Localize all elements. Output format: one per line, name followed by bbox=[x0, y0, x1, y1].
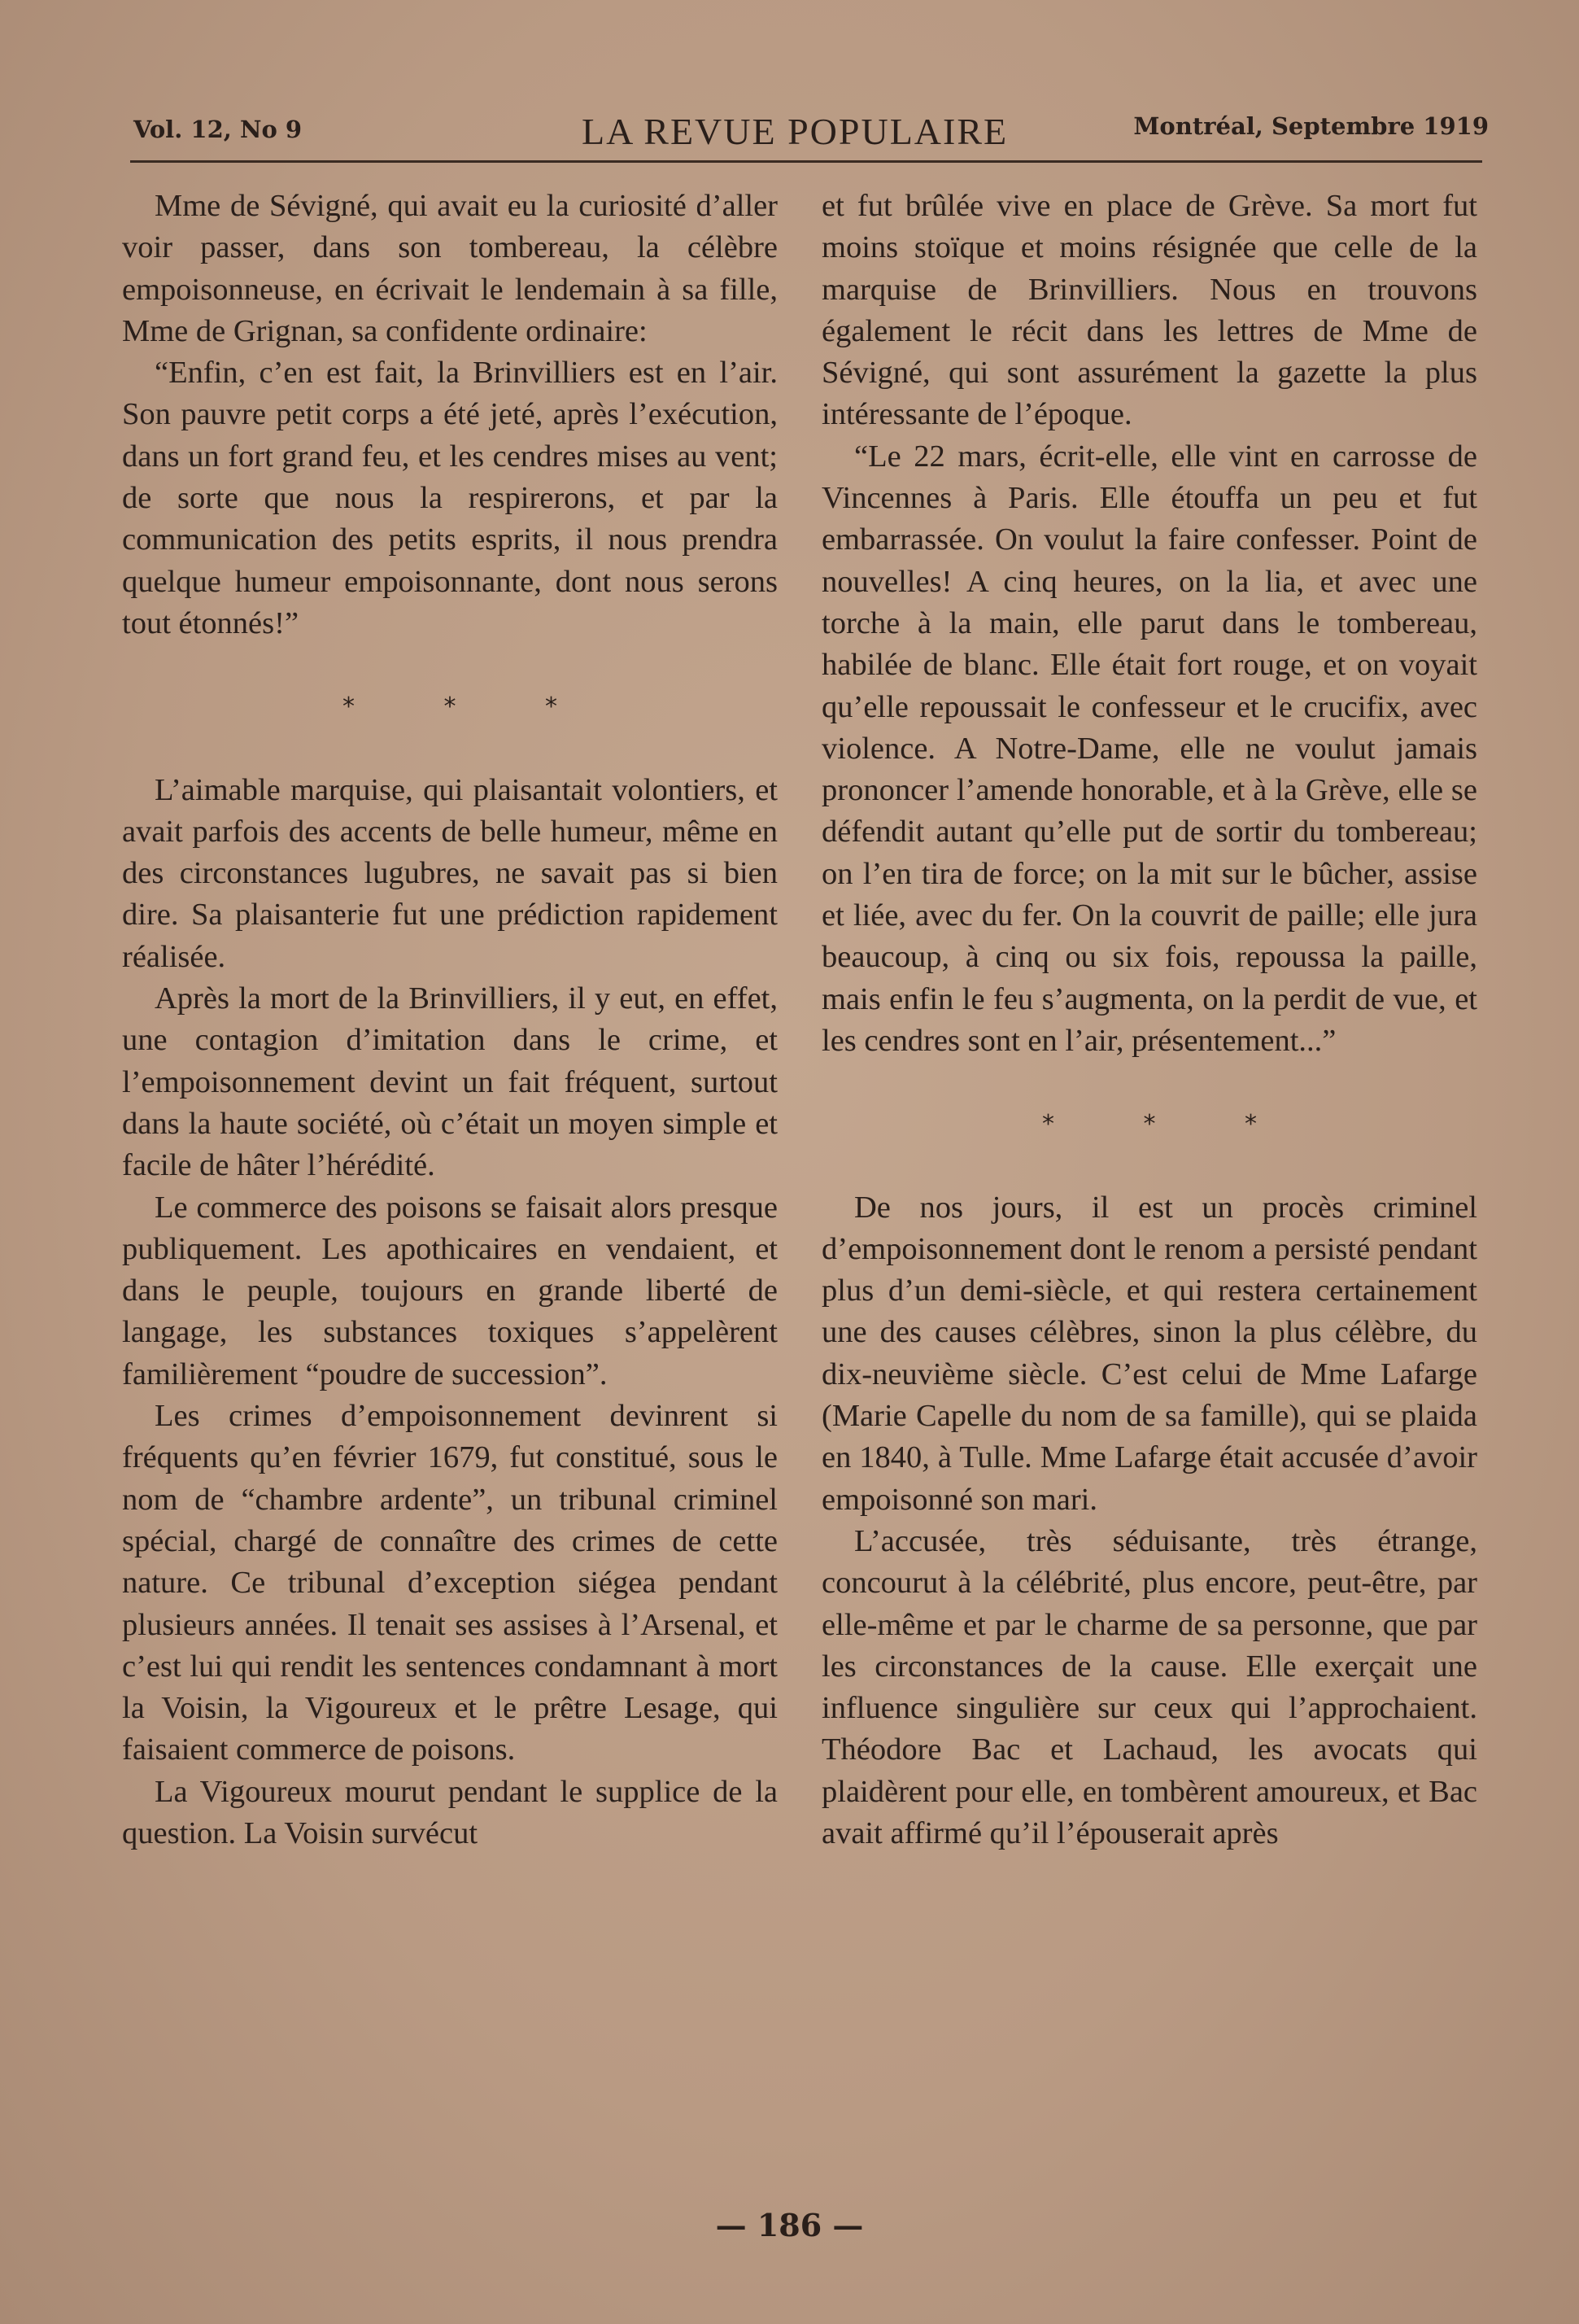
paragraph: L’accusée, très séduisante, très étrange, concourut à la célébrité, plus encore, peut-être, par elle-même et par le charme de sa personne, que par les circonstances de la cause. Elle exerçait une influence singulière sur ceux qui l’approchaient. Théodore Bac et Lachaud, les avocats qui plaidèrent pour elle, en tombèrent amoureux, et Bac avait affirmé qu’il l’épouserait après bbox=[822, 1523, 1477, 1850]
paragraph: et fut brûlée vive en place de Grève. Sa mort fut moins stoïque et moins résignée que celle de la marquise de Brinvilliers. Nous en trouvons également le récit dans les lettres de Mme de Sévigné, qui sont assurément la gazette la plus intéressante de l’époque. bbox=[822, 189, 1477, 432]
header-rule bbox=[130, 160, 1482, 163]
issue-date: Montréal, Septembre 1919 bbox=[1133, 112, 1489, 140]
publication-title: LA REVUE POPULAIRE bbox=[582, 111, 1009, 152]
paragraph: Mme de Sévigné, qui avait eu la curiosité d’aller voir passer, dans son tombereau, la célèbre empoisonneuse, en écrivait le lendemain à sa fille, Mme de Grignan, sa confidente ordinaire: bbox=[122, 189, 778, 348]
volume-number: Vol. 12, No 9 bbox=[133, 116, 303, 143]
page-number: — 186 — bbox=[715, 2207, 864, 2243]
section-separator: * * * bbox=[1041, 1110, 1298, 1139]
paragraph: De nos jours, il est un procès criminel d’empoisonnement dont le renom a persisté pendant plus d’un demi-siècle, et qui restera certainement une des causes célèbres, sinon la plus célèbre, du dix-neuvième siècle. C’est celui de Mme Lafarge (Marie Capelle du nom de sa famille), qui se plaida en 1840, à Tulle. Mme Lafarge était accusée d’avoir empoisonné son mari. bbox=[822, 1190, 1477, 1517]
paragraph: La Vigoureux mourut pendant le supplice de la question. La Voisin survécut bbox=[122, 1774, 778, 1850]
left-column bbox=[122, 186, 778, 1854]
paragraph: Les crimes d’empoisonnement devinrent si fréquents qu’en février 1679, fut constitué, sous le nom de “chambre ardente”, un tribunal criminel spécial, chargé de connaître des crimes de cette nature. Ce tribunal d’exception siégea pendant plusieurs années. Il tenait ses assises à l’Arsenal, et c’est lui qui rendit les sentences condamnant à mort la Voisin, la Vigoureux et le prêtre Lesage, qui faisaient commerce de poisons. bbox=[122, 1399, 778, 1767]
paragraph: Le commerce des poisons se faisait alors presque publiquement. Les apothicaires en vendaient, et dans le peuple, toujours en grande liberté de langage, les substances toxiques s’appelèrent familièrement “poudre de succession”. bbox=[122, 1190, 778, 1391]
quotation: “Le 22 mars, écrit-elle, elle vint en carrosse de Vincennes à Paris. Elle étouffa un peu et fut embarrassée. On voulut la faire confesser. Point de nouvelles! A cinq heures, on la lia, et avec une torche à la main, elle parut dans le tombereau, habilée de blanc. Elle était fort rouge, et on voyait qu’elle repoussait le confesseur et le crucifix, avec violence. A Notre-Dame, elle ne voulut jamais prononcer l’amende honorable, et à la Grève, elle se défendit autant qu’elle put de sortir du tombereau; on l’en tira de force; on la mit sur le bûcher, assise et liée, avec du fer. On la couvrit de paille; elle jura beaucoup, à cinq ou six fois, repoussa la paille, mais enfin le feu s’augmenta, on la perdit de vue, et les cendres sont en l’air, présentement...” bbox=[822, 439, 1477, 1058]
paragraph: L’aimable marquise, qui plaisantait volontiers, et avait parfois des accents de belle humeur, même en des circonstances lugubres, ne savait pas si bien dire. Sa plaisanterie fut une prédiction rapidement réalisée. bbox=[122, 772, 778, 974]
paragraph: Après la mort de la Brinvilliers, il y eut, en effet, une contagion d’imitation dans le crime, et l’empoisonnement devint un fait fréquent, surtout dans la haute société, où c’était un moyen simple et facile de hâter l’hérédité. bbox=[122, 981, 778, 1183]
quotation: “Enfin, c’en est fait, la Brinvilliers est en l’air. Son pauvre petit corps a été jeté, après l’exécution, dans un fort grand feu, et les cendres mises au vent; de sorte que nous la respirerons, et par la communication des petits esprits, il nous prendra quelque humeur empoisonnante, dont nous serons tout étonnés!” bbox=[122, 356, 778, 640]
page-header bbox=[130, 106, 1489, 155]
right-column bbox=[822, 186, 1477, 1854]
section-separator: * * * bbox=[342, 692, 599, 722]
